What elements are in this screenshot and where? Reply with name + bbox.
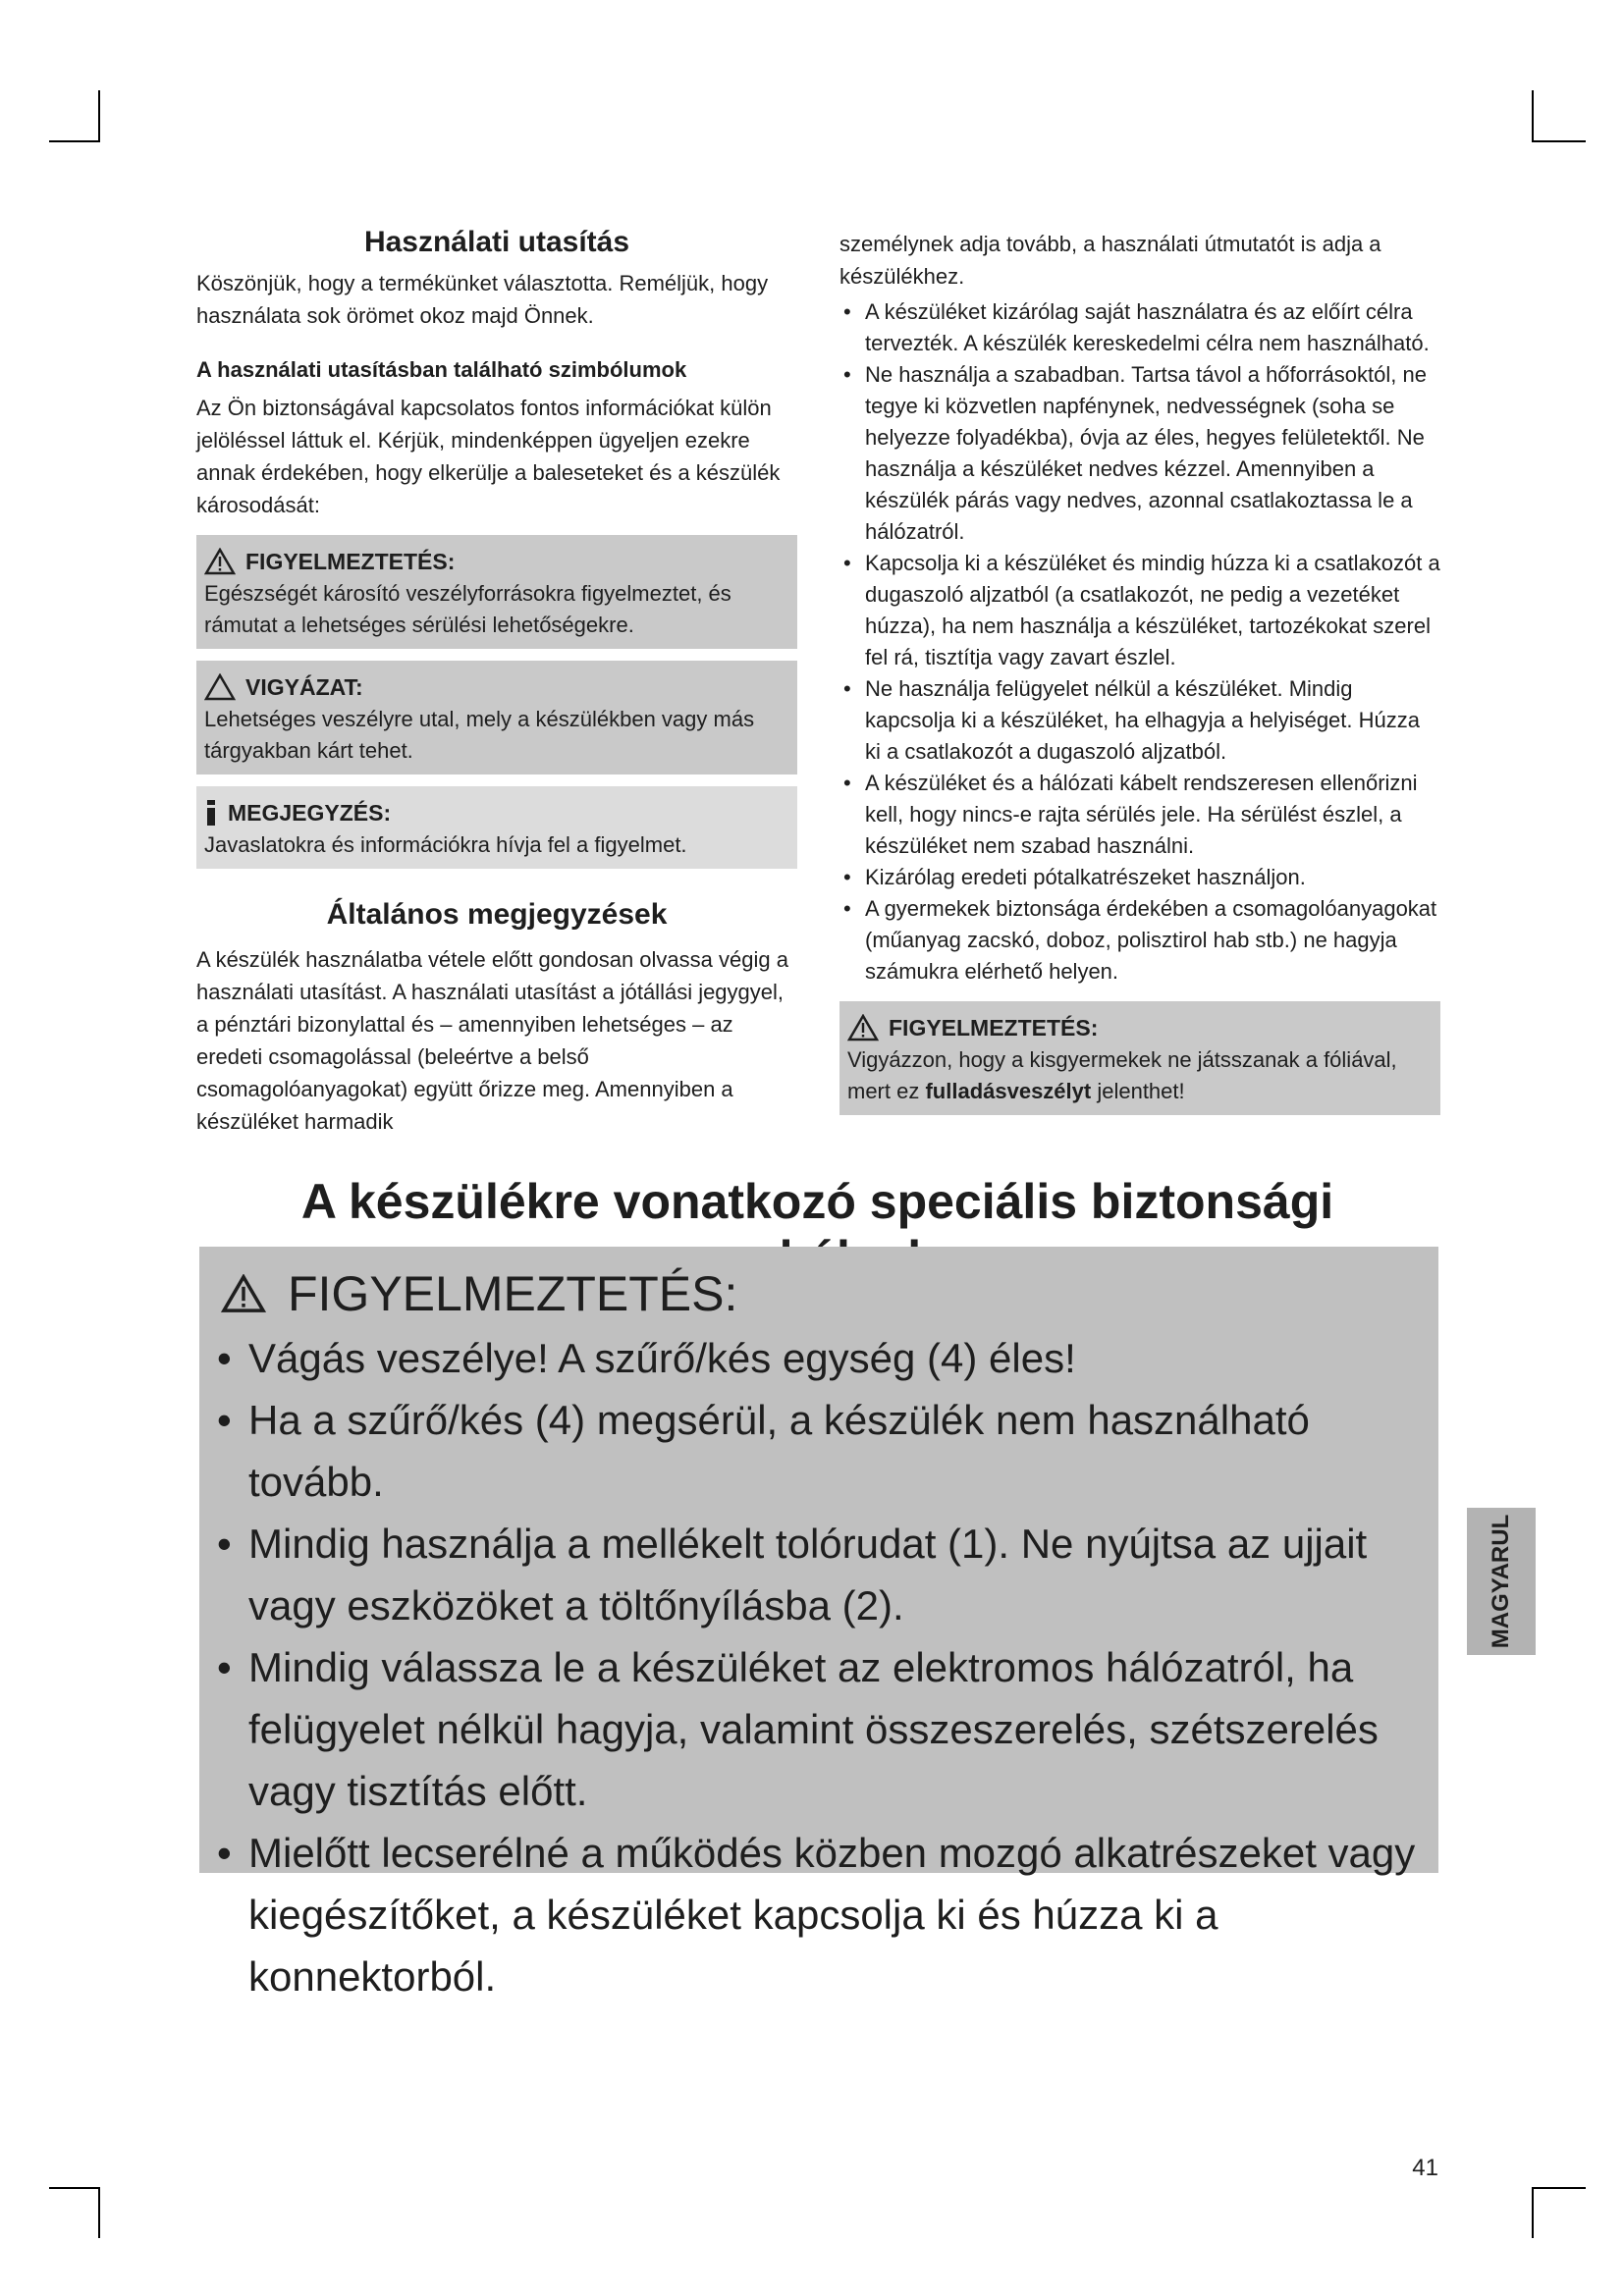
list-item: • A készüléket és a hálózati kábelt rendszeresen ellenőrizni kell, hogy nincs-e rajta sérülés jele. Ha sérülést észlel, a készüléket nem szabad használni.: [839, 768, 1440, 862]
language-tab: [1467, 1508, 1536, 1655]
list-item: • Ne használja felügyelet nélkül a készüléket. Mindig kapcsolja ki a készüléket, ha elhagyja a helyiséget. Húzza ki a csatlakozót a dugaszoló aljzatból.: [839, 673, 1440, 768]
list-item: • Mindig használja a mellékelt tolórudat (1). Ne nyújtsa az ujjait vagy eszközöket a töltőnyílásba (2).: [211, 1513, 1429, 1636]
list-item: • Vágás veszélye! A szűrő/kés egység (4) éles!: [211, 1327, 1429, 1389]
left-column: [196, 226, 797, 1138]
page-number: 41: [1412, 2155, 1438, 2181]
special-warning-title: FIGYELMEZTETÉS:: [288, 1266, 738, 1321]
caution-triangle-icon: [204, 673, 236, 701]
crop-mark-bottom-right-h: [1532, 2187, 1586, 2189]
manual-title: Használati utasítás: [363, 226, 630, 258]
warning-box: [196, 535, 797, 649]
list-item: • Ha a szűrő/kés (4) megsérül, a készülék nem használható tovább.: [211, 1389, 1429, 1513]
list-item: • A készüléket kizárólag saját használatra és az előírt célra tervezték. A készülék kereskedelmi célra nem használható.: [839, 296, 1440, 359]
list-item: • Kizárólag eredeti pótalkatrészeket használjon.: [839, 862, 1440, 893]
crop-mark-top-left-h: [49, 140, 100, 142]
warning-triangle-icon: [204, 548, 236, 575]
language-tab-label: MAGYARUL: [1488, 1514, 1515, 1649]
list-item: • A gyermekek biztonsága érdekében a csomagolóanyagokat (műanyag zacskó, doboz, polisztirol hab stb.) ne hagyja számukra elérhető helyen.: [839, 893, 1440, 988]
warning-box-text: Egészségét károsító veszélyforrásokra figyelmeztet, és rámutat a lehetséges sérülési lehetőségekre.: [204, 581, 731, 637]
symbols-heading: A használati utasításban található szimbólumok: [196, 357, 687, 382]
list-item: • Mielőtt lecserélné a működés közben mozgó alkatrészeket vagy kiegészítőket, a készüléket kapcsolja ki és húzza ki a konnektorból.: [211, 1822, 1429, 2007]
symbols-text: Az Ön biztonságával kapcsolatos fontos információkat külön jelöléssel láttuk el. Kérjük, mindenképpen ügyeljen ezekre annak érdekében, hogy elkerülje a baleseteket és a készülék károsodását:: [196, 396, 781, 517]
note-box: [196, 786, 797, 869]
crop-mark-top-right-h: [1532, 140, 1586, 142]
caution-box-title: VIGYÁZAT:: [245, 674, 363, 700]
crop-mark-bottom-left-h: [49, 2187, 100, 2189]
crop-mark-top-left-v: [98, 90, 100, 141]
foil-warning-text-end: jelenthet!: [1091, 1079, 1185, 1103]
crop-mark-bottom-left-v: [98, 2187, 100, 2238]
general-rules-list: [839, 296, 1440, 988]
list-item: • Kapcsolja ki a készüléket és mindig húzza ki a csatlakozót a dugaszoló aljzatból (a csatlakozót, ne pedig a vezetéket húzza), ha nem használja a készüléket, tartozékokat szerel fel rá, tisztítja vagy zavart észlel.: [839, 548, 1440, 673]
warning-triangle-icon: [847, 1014, 879, 1041]
special-warning-box: [199, 1247, 1438, 2000]
info-icon: [204, 800, 218, 826]
caution-box-text: Lehetséges veszélyre utal, mely a készülékben vagy más tárgyakban kárt tehet.: [204, 707, 755, 763]
right-column: [839, 228, 1440, 1115]
crop-mark-top-right-v: [1532, 90, 1534, 141]
note-box-text: Javaslatokra és információkra hívja fel a figyelmet.: [204, 832, 687, 857]
list-item: • Mindig válassza le a készüléket az elektromos hálózatról, ha felügyelet nélkül hagyja, valamint összeszerelés, szétszerelés vagy tisztítás előtt.: [211, 1636, 1429, 1822]
intro-text: Köszönjük, hogy a termékünket választotta. Reméljük, hogy használata sok örömet okoz majd Önnek.: [196, 271, 769, 328]
continuation-text: személynek adja tovább, a használati útmutatót is adja a készülékhez.: [839, 232, 1381, 289]
warning-box-title: FIGYELMEZTETÉS:: [245, 549, 456, 574]
foil-warning-bold: fulladásveszélyt: [925, 1079, 1092, 1103]
note-box-title: MEGJEGYZÉS:: [228, 800, 392, 826]
general-notes-text: A készülék használatba vétele előtt gondosan olvassa végig a használati utasítást. A használati utasítást a jótállási jegygyel, a pénztári bizonylattal és – amennyiben lehetséges – az eredeti csomagolással (beleértve a belső csomagolóanyagokat) együtt őrizze meg. Amennyiben a készüléket harmadik: [196, 947, 788, 1134]
foil-warning-text-part: Vigyázzon, hogy a kisgyermekek ne játsszanak a fóliával, mert ez: [847, 1047, 1397, 1103]
general-notes-title: Általános megjegyzések: [326, 898, 668, 931]
foil-warning-text: [847, 1044, 1433, 1107]
foil-warning-box: [839, 1001, 1440, 1115]
list-item: • Ne használja a szabadban. Tartsa távol a hőforrásoktól, ne tegye ki közvetlen napfénynek, nedvességnek (soha se helyezze folyadékba), óvja az éles, hegyes felületektől. Ne használja a készüléket nedves kézzel. Amennyiben a készülék párás vagy nedves, azonnal csatlakoztassa le a hálózatról.: [839, 359, 1440, 548]
special-rules-list: [211, 1327, 1429, 2007]
warning-triangle-icon: [221, 1274, 266, 1313]
caution-box: [196, 661, 797, 774]
special-safety-title: A készülékre vonatkozó speciális biztonsági: [300, 1174, 1334, 1229]
crop-mark-bottom-right-v: [1532, 2187, 1534, 2238]
foil-warning-title: FIGYELMEZTETÉS:: [889, 1015, 1099, 1041]
